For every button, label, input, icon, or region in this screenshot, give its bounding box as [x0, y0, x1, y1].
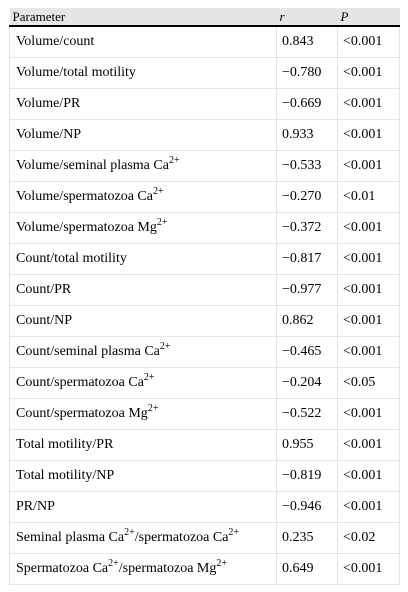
table-row [10, 523, 400, 554]
cell-r-value: −0.946 [277, 492, 338, 523]
cell-r-value: 0.843 [277, 26, 338, 58]
cell-r-value: −0.522 [277, 399, 338, 430]
cell-p-value: <0.001 [338, 244, 400, 275]
parameter-text: /spermatozoa Mg [118, 561, 217, 576]
cell-parameter [10, 244, 277, 275]
cell-parameter [10, 399, 277, 430]
cell-parameter [10, 275, 277, 306]
parameter-text: Count/total motility [16, 251, 127, 266]
ion-charge-superscript: 2+ [147, 403, 159, 414]
cell-parameter [10, 120, 277, 151]
cell-r-value: 0.235 [277, 523, 338, 554]
cell-r-value: 0.955 [277, 430, 338, 461]
table-row [10, 461, 400, 492]
cell-p-value: <0.001 [338, 213, 400, 244]
cell-r-value: −0.669 [277, 89, 338, 120]
table-body [10, 26, 400, 585]
correlation-table-container [9, 8, 399, 585]
header-p: P [340, 9, 349, 24]
table-row [10, 554, 400, 585]
cell-parameter [10, 306, 277, 337]
table-row [10, 337, 400, 368]
cell-p-value: <0.001 [338, 151, 400, 182]
table-row [10, 244, 400, 275]
parameter-text: /spermatozoa Ca [134, 530, 229, 545]
ion-charge-superscript: 2+ [159, 341, 171, 352]
cell-p-value: <0.001 [338, 275, 400, 306]
cell-r-value: 0.649 [277, 554, 338, 585]
table-row [10, 151, 400, 182]
cell-parameter [10, 492, 277, 523]
table-row [10, 368, 400, 399]
cell-r-value: −0.819 [277, 461, 338, 492]
cell-p-value: <0.001 [338, 492, 400, 523]
header-row [10, 8, 400, 26]
cell-parameter [10, 430, 277, 461]
table-row [10, 120, 400, 151]
parameter-text: Total motility/NP [16, 468, 115, 483]
ion-charge-superscript: 2+ [153, 186, 164, 197]
cell-p-value: <0.001 [338, 399, 400, 430]
parameter-text: Volume/spermatozoa Ca [16, 189, 153, 204]
parameter-text: Seminal plasma Ca [16, 530, 125, 545]
parameter-text: Volume/seminal plasma Ca [16, 158, 169, 173]
ion-charge-superscript: 2+ [108, 558, 119, 569]
parameter-text: Volume/PR [16, 96, 81, 111]
ion-charge-superscript: 2+ [228, 527, 240, 538]
parameter-text: Total motility/PR [16, 437, 114, 452]
parameter-text: Count/seminal plasma Ca [16, 344, 160, 359]
parameter-text: Count/PR [16, 282, 72, 297]
cell-p-value: <0.001 [338, 554, 400, 585]
cell-r-value: −0.270 [277, 182, 338, 213]
cell-p-value: <0.001 [338, 337, 400, 368]
parameter-text: Volume/count [16, 34, 95, 49]
cell-parameter [10, 337, 277, 368]
ion-charge-superscript: 2+ [143, 372, 155, 383]
ion-charge-superscript: 2+ [216, 558, 228, 569]
table-row [10, 182, 400, 213]
parameter-text: Volume/spermatozoa Mg [16, 220, 157, 235]
cell-parameter [10, 461, 277, 492]
cell-r-value: 0.933 [277, 120, 338, 151]
cell-r-value: −0.533 [277, 151, 338, 182]
correlation-table [9, 8, 400, 585]
cell-r-value: −0.817 [277, 244, 338, 275]
cell-r-value: −0.465 [277, 337, 338, 368]
cell-p-value: <0.05 [338, 368, 400, 399]
ion-charge-superscript: 2+ [124, 527, 135, 538]
cell-r-value: 0.862 [277, 306, 338, 337]
ion-charge-superscript: 2+ [156, 217, 168, 228]
parameter-text: Spermatozoa Ca [16, 561, 109, 576]
cell-parameter [10, 58, 277, 89]
cell-r-value: −0.780 [277, 58, 338, 89]
cell-parameter [10, 554, 277, 585]
cell-parameter [10, 151, 277, 182]
cell-p-value: <0.001 [338, 120, 400, 151]
parameter-text: Count/NP [16, 313, 73, 328]
table-header [10, 8, 400, 26]
table-row [10, 399, 400, 430]
parameter-text: Volume/total motility [16, 65, 136, 80]
table-row [10, 430, 400, 461]
cell-p-value: <0.001 [338, 58, 400, 89]
cell-r-value: −0.977 [277, 275, 338, 306]
table-row [10, 492, 400, 523]
table-row [10, 89, 400, 120]
cell-parameter [10, 213, 277, 244]
table-row [10, 213, 400, 244]
cell-p-value: <0.01 [338, 182, 400, 213]
cell-p-value: <0.001 [338, 461, 400, 492]
cell-p-value: <0.02 [338, 523, 400, 554]
cell-p-value: <0.001 [338, 430, 400, 461]
cell-p-value: <0.001 [338, 89, 400, 120]
cell-parameter [10, 89, 277, 120]
cell-parameter [10, 523, 277, 554]
header-r: r [279, 9, 285, 24]
table-row [10, 58, 400, 89]
table-row [10, 26, 400, 58]
cell-r-value: −0.204 [277, 368, 338, 399]
parameter-text: Count/spermatozoa Ca [16, 375, 144, 390]
parameter-text: Count/spermatozoa Mg [16, 406, 148, 421]
cell-parameter [10, 26, 277, 58]
parameter-text: PR/NP [16, 499, 55, 514]
table-row [10, 306, 400, 337]
table-row [10, 275, 400, 306]
cell-p-value: <0.001 [338, 26, 400, 58]
cell-p-value: <0.001 [338, 306, 400, 337]
cell-r-value: −0.372 [277, 213, 338, 244]
cell-parameter [10, 368, 277, 399]
header-parameter: Parameter [12, 9, 66, 24]
ion-charge-superscript: 2+ [168, 155, 180, 166]
parameter-text: Volume/NP [16, 127, 82, 142]
cell-parameter [10, 182, 277, 213]
